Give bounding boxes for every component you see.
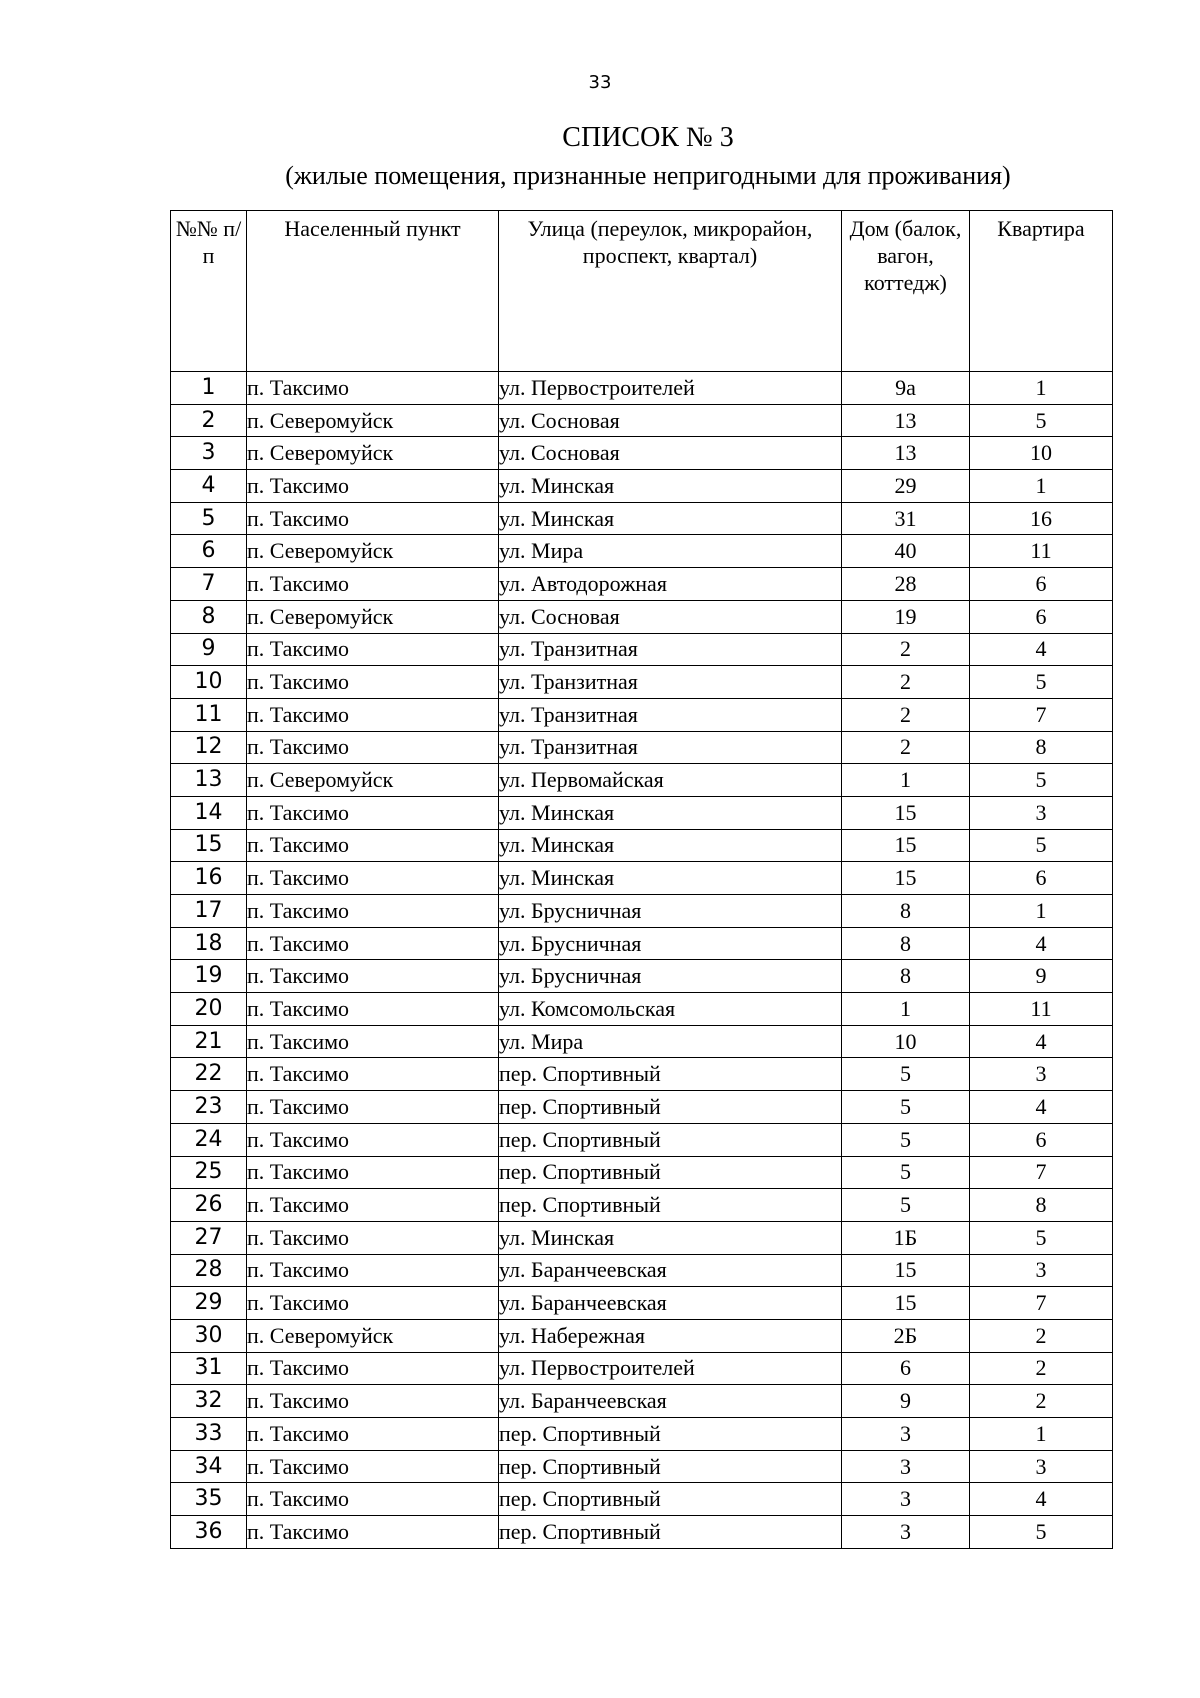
table-row bbox=[171, 1091, 1113, 1124]
row-number: 5 bbox=[171, 502, 247, 535]
street-cell: ул. Минская bbox=[499, 862, 842, 895]
table-row bbox=[171, 1189, 1113, 1222]
settlement-cell: п. Северомуйск bbox=[247, 1319, 499, 1352]
table-row bbox=[171, 633, 1113, 666]
house-cell: 5 bbox=[842, 1189, 970, 1222]
settlement-cell: п. Таксимо bbox=[247, 1091, 499, 1124]
apartment-cell: 16 bbox=[970, 502, 1113, 535]
table-row bbox=[171, 437, 1113, 470]
street-cell: пер. Спортивный bbox=[499, 1123, 842, 1156]
row-number: 1 bbox=[171, 372, 247, 405]
table-row bbox=[171, 502, 1113, 535]
row-number: 3 bbox=[171, 437, 247, 470]
table-row bbox=[171, 1418, 1113, 1451]
apartment-cell: 4 bbox=[970, 1483, 1113, 1516]
settlement-cell: п. Таксимо bbox=[247, 1189, 499, 1222]
row-number: 20 bbox=[171, 993, 247, 1026]
table-body bbox=[171, 372, 1113, 1549]
row-number: 30 bbox=[171, 1319, 247, 1352]
street-cell: ул. Баранчеевская bbox=[499, 1287, 842, 1320]
row-number: 4 bbox=[171, 470, 247, 503]
apartment-cell: 5 bbox=[970, 666, 1113, 699]
house-cell: 40 bbox=[842, 535, 970, 568]
apartment-cell: 1 bbox=[970, 895, 1113, 928]
row-number: 33 bbox=[171, 1418, 247, 1451]
house-cell: 15 bbox=[842, 1254, 970, 1287]
street-cell: ул. Брусничная bbox=[499, 960, 842, 993]
house-cell: 3 bbox=[842, 1450, 970, 1483]
table-row bbox=[171, 1450, 1113, 1483]
row-number: 21 bbox=[171, 1025, 247, 1058]
apartment-cell: 1 bbox=[970, 372, 1113, 405]
table-row bbox=[171, 895, 1113, 928]
header-street: Улица (переулок, микрорайон, проспект, квартал) bbox=[499, 211, 842, 372]
settlement-cell: п. Таксимо bbox=[247, 666, 499, 699]
house-cell: 13 bbox=[842, 437, 970, 470]
document-subtitle: (жилые помещения, признанные непригодными для проживания) bbox=[285, 161, 1011, 190]
settlement-cell: п. Таксимо bbox=[247, 698, 499, 731]
table-row bbox=[171, 1319, 1113, 1352]
house-cell: 2 bbox=[842, 633, 970, 666]
house-cell: 1Б bbox=[842, 1221, 970, 1254]
house-cell: 1 bbox=[842, 993, 970, 1026]
house-cell: 29 bbox=[842, 470, 970, 503]
street-cell: пер. Спортивный bbox=[499, 1450, 842, 1483]
street-cell: ул. Первостроителей bbox=[499, 1352, 842, 1385]
house-cell: 15 bbox=[842, 862, 970, 895]
table-row bbox=[171, 666, 1113, 699]
house-cell: 8 bbox=[842, 960, 970, 993]
settlement-cell: п. Таксимо bbox=[247, 927, 499, 960]
apartment-cell: 11 bbox=[970, 535, 1113, 568]
row-number: 9 bbox=[171, 633, 247, 666]
street-cell: ул. Брусничная bbox=[499, 895, 842, 928]
apartment-cell: 5 bbox=[970, 404, 1113, 437]
header-settlement: Населенный пункт bbox=[247, 211, 499, 372]
street-cell: ул. Сосновая bbox=[499, 600, 842, 633]
settlement-cell: п. Таксимо bbox=[247, 796, 499, 829]
table-row bbox=[171, 698, 1113, 731]
street-cell: ул. Брусничная bbox=[499, 927, 842, 960]
apartment-cell: 10 bbox=[970, 437, 1113, 470]
table-row bbox=[171, 372, 1113, 405]
apartment-cell: 2 bbox=[970, 1352, 1113, 1385]
house-cell: 19 bbox=[842, 600, 970, 633]
header-apartment: Квартира bbox=[970, 211, 1113, 372]
row-number: 8 bbox=[171, 600, 247, 633]
house-cell: 9 bbox=[842, 1385, 970, 1418]
table-header-row bbox=[171, 211, 1113, 372]
house-cell: 28 bbox=[842, 568, 970, 601]
settlement-cell: п. Северомуйск bbox=[247, 404, 499, 437]
street-cell: пер. Спортивный bbox=[499, 1516, 842, 1549]
apartment-cell: 5 bbox=[970, 1516, 1113, 1549]
house-cell: 5 bbox=[842, 1156, 970, 1189]
row-number: 22 bbox=[171, 1058, 247, 1091]
settlement-cell: п. Таксимо bbox=[247, 568, 499, 601]
table-row bbox=[171, 1254, 1113, 1287]
house-cell: 3 bbox=[842, 1516, 970, 1549]
table-row bbox=[171, 796, 1113, 829]
settlement-cell: п. Таксимо bbox=[247, 1156, 499, 1189]
apartment-cell: 1 bbox=[970, 1418, 1113, 1451]
street-cell: ул. Первостроителей bbox=[499, 372, 842, 405]
apartment-cell: 2 bbox=[970, 1319, 1113, 1352]
house-cell: 6 bbox=[842, 1352, 970, 1385]
apartment-cell: 9 bbox=[970, 960, 1113, 993]
apartment-cell: 11 bbox=[970, 993, 1113, 1026]
row-number: 17 bbox=[171, 895, 247, 928]
settlement-cell: п. Таксимо bbox=[247, 1516, 499, 1549]
table-row bbox=[171, 1287, 1113, 1320]
document-title: СПИСОК № 3 bbox=[562, 122, 734, 153]
apartment-cell: 6 bbox=[970, 600, 1113, 633]
house-cell: 2 bbox=[842, 731, 970, 764]
house-cell: 10 bbox=[842, 1025, 970, 1058]
apartment-cell: 4 bbox=[970, 633, 1113, 666]
house-cell: 1 bbox=[842, 764, 970, 797]
apartment-cell: 7 bbox=[970, 1156, 1113, 1189]
settlement-cell: п. Таксимо bbox=[247, 1058, 499, 1091]
street-cell: ул. Сосновая bbox=[499, 437, 842, 470]
apartment-cell: 3 bbox=[970, 1058, 1113, 1091]
house-cell: 15 bbox=[842, 796, 970, 829]
row-number: 11 bbox=[171, 698, 247, 731]
settlement-cell: п. Таксимо bbox=[247, 993, 499, 1026]
row-number: 6 bbox=[171, 535, 247, 568]
street-cell: ул. Баранчеевская bbox=[499, 1385, 842, 1418]
street-cell: ул. Минская bbox=[499, 796, 842, 829]
table-row bbox=[171, 1483, 1113, 1516]
table-row bbox=[171, 404, 1113, 437]
row-number: 12 bbox=[171, 731, 247, 764]
table-row bbox=[171, 1385, 1113, 1418]
apartment-cell: 7 bbox=[970, 698, 1113, 731]
settlement-cell: п. Таксимо bbox=[247, 1385, 499, 1418]
apartment-cell: 5 bbox=[970, 1221, 1113, 1254]
table-row bbox=[171, 731, 1113, 764]
apartment-cell: 4 bbox=[970, 1025, 1113, 1058]
row-number: 7 bbox=[171, 568, 247, 601]
table-row bbox=[171, 1123, 1113, 1156]
row-number: 2 bbox=[171, 404, 247, 437]
settlement-cell: п. Таксимо bbox=[247, 372, 499, 405]
settlement-cell: п. Таксимо bbox=[247, 1450, 499, 1483]
row-number: 19 bbox=[171, 960, 247, 993]
row-number: 23 bbox=[171, 1091, 247, 1124]
settlement-cell: п. Таксимо bbox=[247, 1221, 499, 1254]
row-number: 13 bbox=[171, 764, 247, 797]
header-number: №№ п/п bbox=[171, 211, 247, 372]
street-cell: ул. Первомайская bbox=[499, 764, 842, 797]
street-cell: ул. Мира bbox=[499, 535, 842, 568]
street-cell: ул. Сосновая bbox=[499, 404, 842, 437]
table-row bbox=[171, 470, 1113, 503]
street-cell: пер. Спортивный bbox=[499, 1189, 842, 1222]
apartment-cell: 3 bbox=[970, 1254, 1113, 1287]
house-cell: 5 bbox=[842, 1123, 970, 1156]
table-row bbox=[171, 960, 1113, 993]
settlement-cell: п. Северомуйск bbox=[247, 437, 499, 470]
table-row bbox=[171, 1352, 1113, 1385]
street-cell: ул. Транзитная bbox=[499, 633, 842, 666]
settlement-cell: п. Таксимо bbox=[247, 1123, 499, 1156]
settlement-cell: п. Таксимо bbox=[247, 1254, 499, 1287]
apartment-cell: 1 bbox=[970, 470, 1113, 503]
table-row bbox=[171, 927, 1113, 960]
row-number: 15 bbox=[171, 829, 247, 862]
settlement-cell: п. Таксимо bbox=[247, 731, 499, 764]
house-cell: 15 bbox=[842, 829, 970, 862]
settlement-cell: п. Северомуйск bbox=[247, 535, 499, 568]
apartment-cell: 6 bbox=[970, 1123, 1113, 1156]
row-number: 18 bbox=[171, 927, 247, 960]
row-number: 28 bbox=[171, 1254, 247, 1287]
row-number: 27 bbox=[171, 1221, 247, 1254]
settlement-cell: п. Северомуйск bbox=[247, 600, 499, 633]
apartment-cell: 4 bbox=[970, 1091, 1113, 1124]
table-row bbox=[171, 862, 1113, 895]
row-number: 34 bbox=[171, 1450, 247, 1483]
table-row bbox=[171, 1221, 1113, 1254]
street-cell: ул. Набережная bbox=[499, 1319, 842, 1352]
row-number: 36 bbox=[171, 1516, 247, 1549]
row-number: 32 bbox=[171, 1385, 247, 1418]
house-cell: 8 bbox=[842, 895, 970, 928]
table-row bbox=[171, 1058, 1113, 1091]
settlement-cell: п. Таксимо bbox=[247, 862, 499, 895]
settlement-cell: п. Таксимо bbox=[247, 1483, 499, 1516]
house-cell: 5 bbox=[842, 1058, 970, 1091]
house-cell: 3 bbox=[842, 1483, 970, 1516]
street-cell: ул. Баранчеевская bbox=[499, 1254, 842, 1287]
table-row bbox=[171, 600, 1113, 633]
header-house: Дом (балок, вагон, коттедж) bbox=[842, 211, 970, 372]
settlement-cell: п. Таксимо bbox=[247, 502, 499, 535]
house-cell: 2 bbox=[842, 698, 970, 731]
street-cell: ул. Автодорожная bbox=[499, 568, 842, 601]
house-cell: 2 bbox=[842, 666, 970, 699]
settlement-cell: п. Таксимо bbox=[247, 633, 499, 666]
table-row bbox=[171, 1516, 1113, 1549]
house-cell: 15 bbox=[842, 1287, 970, 1320]
street-cell: пер. Спортивный bbox=[499, 1418, 842, 1451]
street-cell: ул. Комсомольская bbox=[499, 993, 842, 1026]
street-cell: пер. Спортивный bbox=[499, 1091, 842, 1124]
street-cell: ул. Минская bbox=[499, 829, 842, 862]
apartment-cell: 4 bbox=[970, 927, 1113, 960]
street-cell: ул. Минская bbox=[499, 1221, 842, 1254]
apartment-cell: 3 bbox=[970, 1450, 1113, 1483]
settlement-cell: п. Таксимо bbox=[247, 1352, 499, 1385]
settlement-cell: п. Таксимо bbox=[247, 1287, 499, 1320]
apartment-cell: 3 bbox=[970, 796, 1113, 829]
street-cell: ул. Минская bbox=[499, 502, 842, 535]
table-row bbox=[171, 993, 1113, 1026]
house-cell: 8 bbox=[842, 927, 970, 960]
table-row bbox=[171, 829, 1113, 862]
housing-table bbox=[170, 210, 1113, 1549]
row-number: 31 bbox=[171, 1352, 247, 1385]
row-number: 16 bbox=[171, 862, 247, 895]
apartment-cell: 6 bbox=[970, 568, 1113, 601]
street-cell: пер. Спортивный bbox=[499, 1058, 842, 1091]
house-cell: 5 bbox=[842, 1091, 970, 1124]
apartment-cell: 8 bbox=[970, 1189, 1113, 1222]
street-cell: ул. Транзитная bbox=[499, 666, 842, 699]
apartment-cell: 6 bbox=[970, 862, 1113, 895]
house-cell: 2Б bbox=[842, 1319, 970, 1352]
row-number: 14 bbox=[171, 796, 247, 829]
street-cell: ул. Транзитная bbox=[499, 731, 842, 764]
settlement-cell: п. Таксимо bbox=[247, 960, 499, 993]
table-row bbox=[171, 1025, 1113, 1058]
house-cell: 31 bbox=[842, 502, 970, 535]
settlement-cell: п. Таксимо bbox=[247, 1025, 499, 1058]
apartment-cell: 5 bbox=[970, 764, 1113, 797]
settlement-cell: п. Таксимо bbox=[247, 895, 499, 928]
house-cell: 3 bbox=[842, 1418, 970, 1451]
table-row bbox=[171, 1156, 1113, 1189]
row-number: 24 bbox=[171, 1123, 247, 1156]
settlement-cell: п. Таксимо bbox=[247, 470, 499, 503]
row-number: 10 bbox=[171, 666, 247, 699]
settlement-cell: п. Северомуйск bbox=[247, 764, 499, 797]
settlement-cell: п. Таксимо bbox=[247, 829, 499, 862]
house-cell: 9а bbox=[842, 372, 970, 405]
row-number: 26 bbox=[171, 1189, 247, 1222]
street-cell: ул. Минская bbox=[499, 470, 842, 503]
apartment-cell: 5 bbox=[970, 829, 1113, 862]
row-number: 35 bbox=[171, 1483, 247, 1516]
apartment-cell: 7 bbox=[970, 1287, 1113, 1320]
row-number: 25 bbox=[171, 1156, 247, 1189]
street-cell: пер. Спортивный bbox=[499, 1483, 842, 1516]
table-row bbox=[171, 568, 1113, 601]
table-row bbox=[171, 535, 1113, 568]
table-row bbox=[171, 764, 1113, 797]
street-cell: ул. Мира bbox=[499, 1025, 842, 1058]
house-cell: 13 bbox=[842, 404, 970, 437]
row-number: 29 bbox=[171, 1287, 247, 1320]
page-number: 33 bbox=[588, 72, 612, 93]
street-cell: пер. Спортивный bbox=[499, 1156, 842, 1189]
apartment-cell: 2 bbox=[970, 1385, 1113, 1418]
apartment-cell: 8 bbox=[970, 731, 1113, 764]
settlement-cell: п. Таксимо bbox=[247, 1418, 499, 1451]
street-cell: ул. Транзитная bbox=[499, 698, 842, 731]
